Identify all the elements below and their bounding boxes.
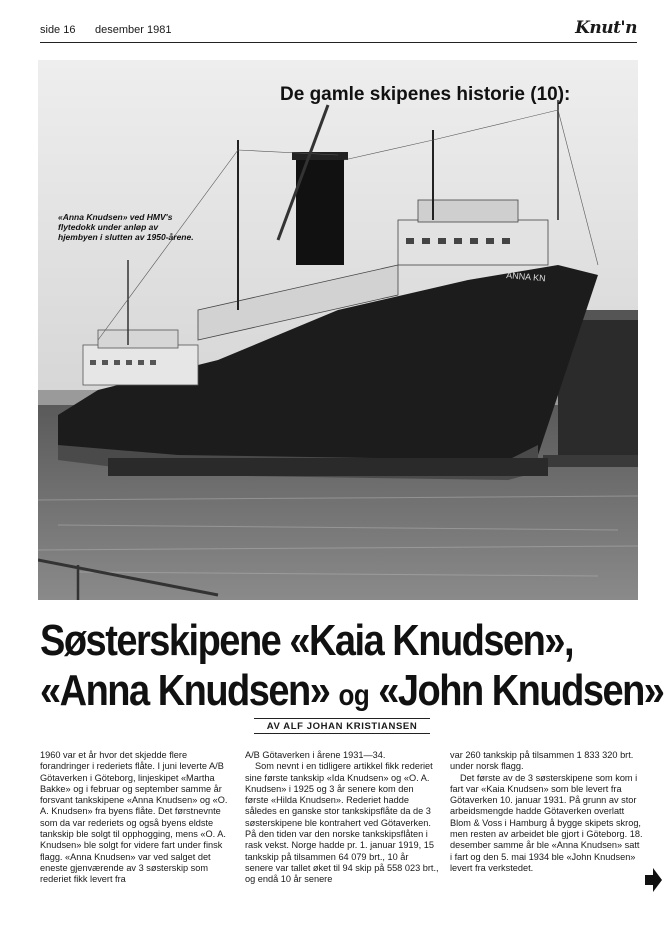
page-number: side 16 [40,24,76,36]
hull-name: ANNA KN [505,270,547,284]
paragraph: Det første av de 3 søsterskipene som kom i fart var «Kaia Knudsen» som ble levert fra Götaverken 10. januar 1931. På grunn av stor arbeidsmengde hadde Götaverken overlatt Blom & Voss i Hamburg å bygge skipets skrog, men resten av arbeidet ble gjort i Göteborg. 18. desember samme år ble «Anna Knudsen» satt i fart og den 5. mai 1934 ble «John Knudsen» levert fra verkstedet. [450,772,643,873]
body-column-1 [40,750,234,886]
ship-photo [38,60,638,600]
photo-caption: «Anna Knudsen» ved HMV's flytedokk under anløp av hjembyen i slutten av 1950-årene. [58,212,194,242]
series-title: De gamle skipenes historie (10): [280,84,571,105]
body-column-3 [450,750,644,874]
headline-og: og [338,677,370,712]
ship-photo-image [38,60,638,600]
body-column-2 [245,750,439,886]
paragraph: 1960 var et år hvor det skjedde flere forandringer i rederiets flåte. I juni leverte A/B Götaverken i Göteborg, linjeskipet «Martha Bakke» og i februar og september samme år forsvant tankskipene «Anna Knudsen» og «O. A. Knudsen» fra byens flåte. Det førstnevnte som da var rederiets og også byens eldste tankskip ble solgt til opphogging, mens «O. A. Knudsen» ble solgt for videre fart under finsk flagg. «Anna Knudsen» var ved salget det eneste gjenværende av 3 søsterskip som rederiet fikk levert fra [40,750,228,885]
headline-john: «John Knudsen» [378,667,664,716]
article-body [40,750,644,920]
byline: AV ALF JOHAN KRISTIANSEN [254,718,430,734]
page-header [40,20,637,43]
article-headline [40,616,664,716]
paragraph: Som nevnt i en tidligere artikkel fikk rederiet sine første tankskip «Ida Knudsen» og «O. A. Knudsen» i 1925 og 3 år senere kom den første «Hilda Knudsen». Rederiet hadde således en ganske stor tankskipsflåte da de 3 søsterskipene ble kontrahert ved Götaverken. På den tiden var den norske tankskipsflåten i rask vekst. Norge hadde pr. 1. januar 1919, 15 tankskip på tilsammen 64 079 brt., 10 år senere var tallet øket til 94 skip på 558 023 brt., og endå 10 år senere [245,761,439,885]
continue-arrow-icon[interactable] [643,866,663,894]
headline-line-1: Søsterskipene «Kaia Knudsen», [40,617,574,666]
headline-anna: «Anna Knudsen» [40,667,330,716]
paragraph: A/B Götaverken i årene 1931—34. [245,750,386,760]
issue-date: desember 1981 [95,24,172,36]
paragraph: var 260 tankskip på tilsammen 1 833 320 brt. under norsk flagg. [450,750,634,772]
magazine-logo: Knut'n [575,18,637,38]
headline-line-2 [40,666,664,720]
